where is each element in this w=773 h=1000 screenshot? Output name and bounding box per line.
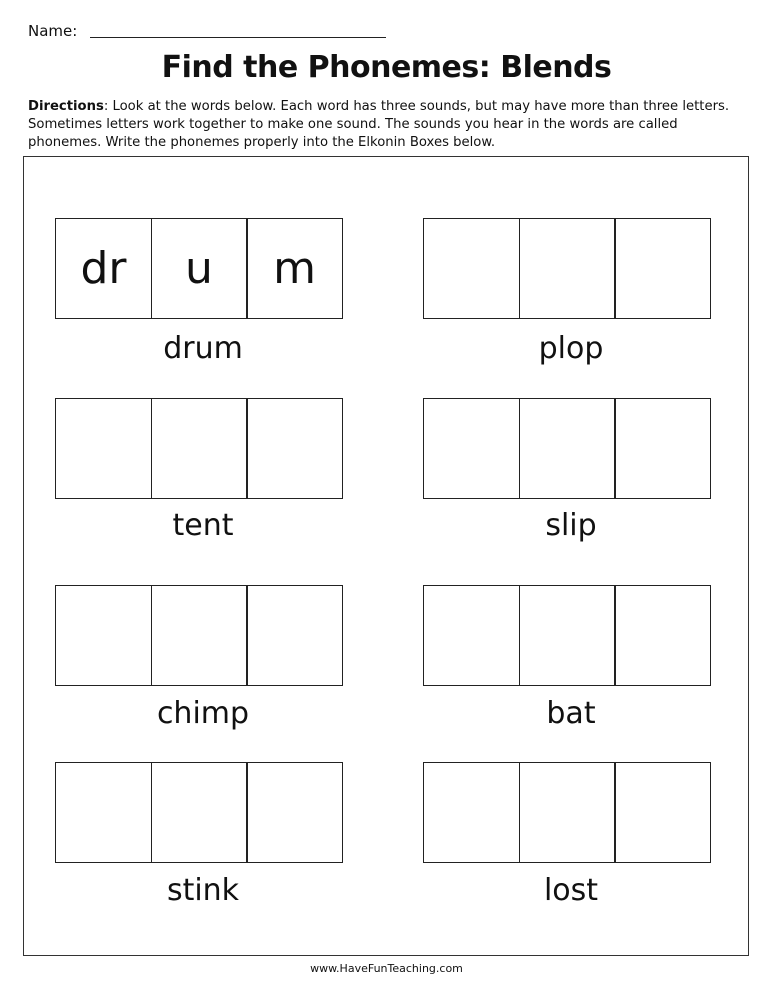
elkonin-boxes-stink — [55, 762, 342, 863]
elkonin-boxes-slip — [423, 398, 710, 499]
elkonin-box[interactable] — [423, 585, 520, 686]
name-input-line[interactable] — [90, 37, 386, 38]
elkonin-box[interactable] — [423, 218, 520, 319]
elkonin-boxes-lost — [423, 762, 710, 863]
elkonin-boxes-drum — [55, 218, 342, 319]
elkonin-box[interactable] — [519, 762, 616, 863]
elkonin-box[interactable] — [519, 218, 616, 319]
name-label: Name: — [28, 22, 78, 40]
elkonin-box[interactable] — [246, 762, 343, 863]
word-label: slip — [545, 508, 597, 543]
word-label: plop — [538, 331, 604, 366]
elkonin-box[interactable] — [55, 585, 152, 686]
elkonin-box[interactable] — [614, 762, 711, 863]
elkonin-boxes-plop — [423, 218, 710, 319]
elkonin-boxes-bat — [423, 585, 710, 686]
elkonin-box[interactable] — [55, 398, 152, 499]
directions-label: Directions — [28, 99, 104, 114]
page-title: Find the Phonemes: Blends — [161, 50, 612, 85]
elkonin-box[interactable] — [614, 585, 711, 686]
word-label: chimp — [156, 696, 250, 731]
elkonin-boxes-chimp — [55, 585, 342, 686]
footer-website: www.HaveFunTeaching.com — [310, 962, 463, 975]
word-label: tent — [172, 508, 234, 543]
elkonin-box[interactable]: m — [246, 218, 343, 319]
word-label: bat — [546, 696, 596, 731]
elkonin-box[interactable]: u — [151, 218, 248, 319]
directions — [28, 98, 753, 152]
elkonin-boxes-tent — [55, 398, 342, 499]
elkonin-box[interactable]: dr — [55, 218, 152, 319]
elkonin-box[interactable] — [151, 762, 248, 863]
elkonin-box[interactable] — [423, 762, 520, 863]
word-label: stink — [166, 873, 240, 908]
elkonin-box[interactable] — [614, 398, 711, 499]
directions-text: : Look at the words below. Each word has three sounds, but may have more than three letters. Sometimes letters work together to make one sound. The sounds you hear in the words are called phonemes. Write the phonemes properly into the Elkonin Boxes below. — [28, 99, 730, 150]
elkonin-box[interactable] — [246, 585, 343, 686]
elkonin-box[interactable] — [614, 218, 711, 319]
elkonin-box[interactable] — [55, 762, 152, 863]
elkonin-box[interactable] — [423, 398, 520, 499]
word-label: lost — [543, 873, 599, 908]
elkonin-box[interactable] — [246, 398, 343, 499]
elkonin-box[interactable] — [151, 398, 248, 499]
elkonin-box[interactable] — [519, 398, 616, 499]
elkonin-box[interactable] — [151, 585, 248, 686]
elkonin-box[interactable] — [519, 585, 616, 686]
word-label: drum — [163, 331, 243, 366]
